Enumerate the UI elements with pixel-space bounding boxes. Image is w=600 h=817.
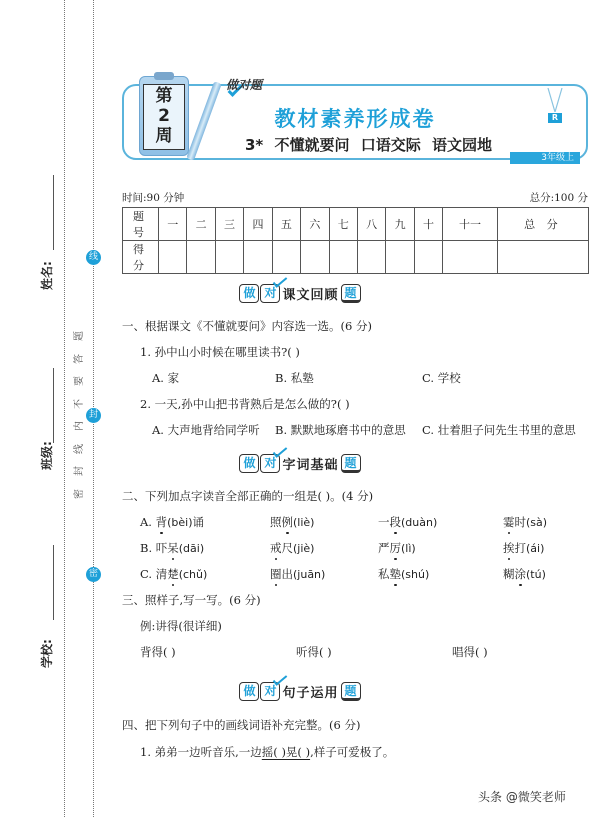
word-char: 私: [378, 567, 390, 581]
badge-char-box: [260, 682, 280, 701]
table-header-cell: 四: [244, 208, 272, 241]
grade-tag: 3年级上: [510, 152, 580, 164]
question-1-1-stem: 1. 孙中山小时候在哪里读书?( ): [140, 345, 300, 359]
dotted-char: 厉: [389, 541, 401, 555]
school-label: 学校:: [40, 639, 54, 668]
table-header-cell: 九: [386, 208, 414, 241]
section-badge-vocab-basics: [0, 453, 600, 473]
table-header-cell: 题 号: [123, 208, 159, 241]
pinyin: (lì): [401, 542, 416, 555]
badge-char-box: 题: [341, 454, 361, 473]
dotted-char: 段: [389, 515, 401, 529]
dotted-char: 霎: [503, 515, 515, 529]
option-row-a[interactable]: [140, 514, 204, 530]
pinyin: (shú): [401, 568, 430, 581]
notice-char: 答: [74, 353, 85, 364]
badge-char-box: [239, 682, 259, 701]
pinyin: (duàn): [401, 516, 438, 529]
table-header-cell: 二: [187, 208, 215, 241]
word: [378, 566, 429, 582]
fill-blank[interactable]: 听得( ): [296, 645, 332, 659]
word: [503, 540, 544, 556]
score-cell[interactable]: [329, 241, 357, 274]
option[interactable]: B. 默默地琢磨书中的意思: [275, 423, 406, 437]
table-header-row: [123, 208, 589, 241]
dotted-char: 戒: [270, 541, 282, 555]
option-label: C.: [140, 567, 153, 581]
sentence-text: 1. 弟弟一边听音乐,一边: [140, 745, 262, 759]
notice-char: 不: [74, 398, 85, 409]
option-row-b[interactable]: [140, 540, 204, 556]
option[interactable]: C. 学校: [422, 371, 461, 385]
exam-meta: [122, 190, 588, 205]
section-badge-text-review: [0, 283, 600, 303]
score-cell[interactable]: [497, 241, 588, 274]
badge-char: 做: [243, 683, 256, 698]
score-cell[interactable]: [244, 241, 272, 274]
binding-badge-seal: 封: [86, 408, 101, 423]
score-cell[interactable]: [159, 241, 187, 274]
fill-blank[interactable]: 背得( ): [140, 645, 176, 659]
dotted-char: 楚: [167, 567, 179, 581]
badge-char-box: 题: [341, 682, 361, 701]
table-header-cell: 总 分: [497, 208, 588, 241]
option[interactable]: A. 家: [152, 371, 180, 385]
pinyin: (bèi): [167, 516, 193, 529]
sentence-text: ,样子可爱极了。: [310, 745, 395, 759]
week-number: 2: [158, 106, 170, 126]
word-char: 诵: [192, 515, 205, 529]
badge-char: 对: [264, 455, 277, 470]
table-header-cell: 十: [414, 208, 442, 241]
brand-logo: 做对题: [226, 78, 263, 92]
clipboard-clip-icon: [154, 72, 174, 80]
table-header-cell: 六: [301, 208, 329, 241]
section-name: 字词基础: [282, 457, 339, 473]
name-label: 姓名:: [40, 261, 54, 290]
school-field[interactable]: [53, 545, 54, 620]
notice-char: 封: [74, 466, 85, 477]
total-score: 总分:100 分: [529, 192, 588, 204]
table-header-cell: 三: [215, 208, 243, 241]
class-field[interactable]: [53, 368, 54, 443]
question-2-title: 二、下列加点字读音全部正确的一组是( )。(4 分): [122, 489, 374, 503]
dotted-char: 圈: [270, 567, 282, 581]
option-label: B.: [140, 541, 153, 555]
dotted-char: 挨: [503, 541, 515, 555]
notice-char: 密: [74, 488, 85, 499]
score-cell[interactable]: [414, 241, 442, 274]
dotted-char: 例: [281, 515, 293, 529]
pinyin: (juān): [293, 568, 326, 581]
notice-char: 线: [74, 443, 85, 454]
watermark: 头条 @微笑老师: [478, 790, 566, 804]
edition-hanger-icon: [547, 88, 563, 112]
page-title: 教材素养形成卷: [274, 107, 436, 131]
question-4-title: 四、把下列句子中的画线词语补充完整。(6 分): [122, 718, 361, 732]
question-1-title: 一、根据课文《不懂就要问》内容选一选。(6 分): [122, 319, 372, 333]
underlined-blank[interactable]: 摇( )晃( ): [261, 745, 311, 759]
pinyin: (sà): [526, 516, 548, 529]
option[interactable]: C. 壮着胆子问先生书里的意思: [422, 423, 576, 437]
week-char: 周: [155, 126, 173, 146]
badge-char-box: [239, 454, 259, 473]
notice-char: 要: [74, 376, 85, 387]
time-limit: 时间:90 分钟: [122, 192, 185, 204]
word-char: 照: [270, 515, 282, 529]
table-row-label: 得 分: [123, 241, 159, 274]
binding-badge-line: 线: [86, 250, 101, 265]
option[interactable]: B. 私塾: [275, 371, 314, 385]
word-char: 清: [155, 567, 168, 581]
pinyin: (tú): [526, 568, 546, 581]
score-cell[interactable]: [272, 241, 300, 274]
week-char: 第: [155, 86, 173, 106]
word-char: 吓: [155, 541, 168, 555]
pinyin: (chǔ): [178, 568, 208, 581]
section-name: 句子运用: [282, 685, 339, 701]
table-header-cell: 一: [159, 208, 187, 241]
pinyin: (liè): [293, 516, 315, 529]
fill-blank[interactable]: 唱得( ): [452, 645, 488, 659]
page-subtitle: 3* 不懂就要问 口语交际 语文园地: [245, 136, 492, 154]
word-char: 一: [378, 515, 390, 529]
option-label: A.: [140, 515, 152, 529]
name-field[interactable]: [53, 175, 54, 250]
notice-char: 内: [74, 421, 85, 432]
word: [270, 514, 314, 530]
table-header-cell: 八: [357, 208, 385, 241]
table-header-cell: 五: [272, 208, 300, 241]
word-char: 糊: [503, 567, 515, 581]
badge-char: 对: [264, 683, 277, 698]
question-3-example: 例:讲得(很详细): [140, 619, 222, 633]
table-header-cell: 十一: [443, 208, 497, 241]
word: [378, 540, 416, 556]
word: [503, 514, 547, 530]
question-4-1: [140, 744, 394, 760]
score-table: [122, 207, 589, 274]
edition-tag: R: [548, 113, 562, 123]
table-score-row: [123, 241, 589, 274]
badge-char-box: 题: [341, 284, 361, 303]
word: [270, 566, 325, 582]
dotted-char: 涂: [514, 567, 526, 581]
pinyin: (ái): [526, 542, 545, 555]
option-row-c[interactable]: [140, 566, 207, 582]
badge-char: 对: [264, 285, 277, 300]
class-label: 班级:: [40, 441, 54, 470]
word-char: 时: [514, 515, 526, 529]
question-3-title: 三、照样子,写一写。(6 分): [122, 593, 261, 607]
badge-char: 做: [243, 455, 256, 470]
question-1-2-stem: 2. 一天,孙中山把书背熟后是怎么做的?( ): [140, 397, 350, 411]
pinyin: (jiè): [293, 542, 315, 555]
word-char: 严: [378, 541, 390, 555]
score-cell[interactable]: [215, 241, 243, 274]
score-cell[interactable]: [386, 241, 414, 274]
word-char: 尺: [281, 541, 293, 555]
pinyin: (dāi): [178, 542, 205, 555]
option[interactable]: A. 大声地背给同学听: [152, 423, 260, 437]
section-name: 课文回顾: [282, 287, 339, 303]
section-badge-sentence-use: [0, 681, 600, 701]
dotted-char: 背: [155, 515, 168, 529]
binding-badge-secret: 密: [86, 567, 101, 582]
score-cell[interactable]: [301, 241, 329, 274]
word: [378, 514, 437, 530]
score-cell[interactable]: [187, 241, 215, 274]
binding-notice: [72, 330, 88, 500]
table-header-cell: 七: [329, 208, 357, 241]
score-cell[interactable]: [357, 241, 385, 274]
dotted-char: 塾: [389, 567, 401, 581]
badge-char: 做: [243, 285, 256, 300]
notice-char: 题: [74, 331, 85, 341]
badge-char-box: [260, 284, 280, 303]
word-char: 打: [514, 541, 526, 555]
badge-char-box: [239, 284, 259, 303]
word: [503, 566, 546, 582]
score-cell[interactable]: [443, 241, 497, 274]
word-char: 出: [281, 567, 293, 581]
dotted-char: 呆: [167, 541, 179, 555]
badge-char-box: [260, 454, 280, 473]
word: [270, 540, 314, 556]
